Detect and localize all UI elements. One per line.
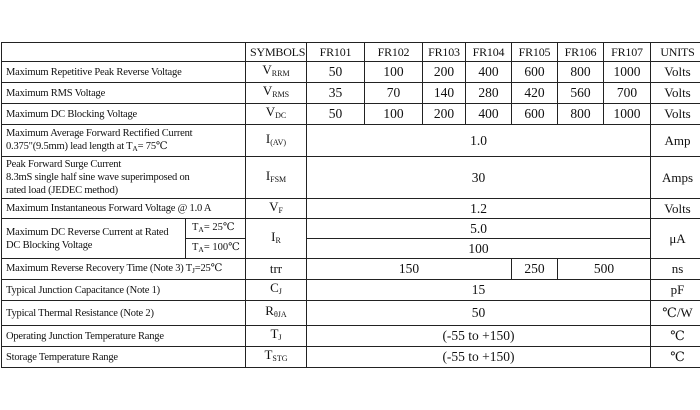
- symbol-cell: [246, 219, 307, 259]
- param-label: Maximum Repetitive Peak Reverse Voltage: [2, 62, 246, 83]
- value-fr101-fr104: 150: [307, 259, 512, 280]
- symbol-subscript: FSM: [270, 174, 287, 184]
- value-all-parts: 1.2: [307, 199, 651, 219]
- condition-value: = 25℃: [203, 221, 235, 233]
- table-row-vdc: [2, 104, 700, 125]
- unit-cell: ns: [651, 259, 700, 280]
- value-fr107: 1000: [604, 62, 651, 83]
- unit-cell: Volts: [651, 83, 700, 104]
- symbol-subscript: (AV): [270, 137, 287, 147]
- value-fr104: 400: [466, 104, 512, 125]
- value-25c: 5.0: [307, 219, 651, 239]
- table-row-cj: [2, 280, 700, 301]
- symbol-cell: [246, 326, 307, 347]
- value-all-parts: (-55 to +150): [307, 326, 651, 347]
- symbol-subscript: J: [278, 333, 282, 342]
- symbol-cell: [246, 199, 307, 219]
- condition-ta-100c: [186, 239, 246, 259]
- value-fr103: 200: [423, 62, 466, 83]
- header-part-fr106: FR106: [558, 43, 604, 62]
- param-line-3: rated load (JEDEC method): [6, 185, 118, 196]
- symbol-subscript: RRM: [271, 69, 290, 78]
- symbol-main: C: [270, 280, 279, 295]
- param-line-1: Maximum DC Reverse Current at Rated: [6, 226, 169, 238]
- value-fr105: 600: [512, 104, 558, 125]
- unit-cell: Amps: [651, 157, 700, 199]
- table-row-vrrm: [2, 62, 700, 83]
- param-label: Maximum DC Blocking Voltage: [2, 104, 246, 125]
- unit-cell: ℃: [651, 347, 700, 368]
- condition-symbol: T: [192, 221, 199, 233]
- value-fr101: 50: [307, 104, 365, 125]
- symbol-cell: [246, 83, 307, 104]
- symbol-subscript: R: [275, 235, 281, 245]
- value-fr105: 250: [512, 259, 558, 280]
- symbol-main: T: [264, 347, 273, 362]
- header-blank-cell: [2, 43, 246, 62]
- unit-cell: Amp: [651, 125, 700, 157]
- symbol-main: trr: [269, 261, 283, 276]
- value-fr101: 50: [307, 62, 365, 83]
- symbol-main: I: [265, 167, 271, 183]
- header-part-fr102: FR102: [365, 43, 423, 62]
- value-fr106-fr107: 500: [558, 259, 651, 280]
- symbol-main: V: [269, 198, 279, 214]
- symbol-subscript: RMS: [272, 90, 290, 99]
- value-fr104: 400: [466, 62, 512, 83]
- table-row-trr: [2, 259, 700, 280]
- symbol-subscript: DC: [275, 111, 287, 120]
- header-part-fr105: FR105: [512, 43, 558, 62]
- condition-value: = 100℃: [203, 241, 240, 253]
- symbol-cell: [246, 280, 307, 301]
- table-row-vf: [2, 199, 700, 219]
- symbol-subscript: F: [278, 205, 283, 215]
- value-fr107: 700: [604, 83, 651, 104]
- header-part-fr107: FR107: [604, 43, 651, 62]
- value-all-parts: 15: [307, 280, 651, 301]
- value-fr102: 70: [365, 83, 423, 104]
- header-part-fr101: FR101: [307, 43, 365, 62]
- param-label: Storage Temperature Range: [2, 347, 246, 368]
- symbol-cell: [246, 259, 307, 280]
- symbol-main: I: [265, 130, 271, 146]
- unit-cell: Volts: [651, 199, 700, 219]
- table-row-rthja: [2, 301, 700, 326]
- param-line-2: 8.3mS single half sine wave superimposed on: [6, 172, 190, 183]
- param-label: [2, 219, 186, 259]
- param-line-2-suffix: = 75℃: [137, 140, 168, 152]
- param-label: [2, 125, 246, 157]
- symbol-main: I: [271, 228, 276, 244]
- symbol-main: R: [265, 303, 274, 318]
- symbol-cell: [246, 104, 307, 125]
- condition-subscript: A: [198, 244, 204, 254]
- symbol-main: V: [262, 83, 273, 98]
- header-part-fr103: FR103: [423, 43, 466, 62]
- param-line-2-text: 0.375"(9.5mm) lead length at T: [6, 140, 133, 152]
- header-row: [2, 43, 700, 62]
- value-fr105: 600: [512, 62, 558, 83]
- unit-cell: ℃: [651, 326, 700, 347]
- symbol-subscript: J: [278, 287, 282, 296]
- table-row-iav: [2, 125, 700, 157]
- param-line-2: [6, 140, 241, 155]
- param-line-1: Peak Forward Surge Current: [6, 159, 122, 170]
- table-row-ifsm: [2, 157, 700, 199]
- value-fr101: 35: [307, 83, 365, 104]
- symbol-cell: [246, 301, 307, 326]
- value-fr107: 1000: [604, 104, 651, 125]
- param-label: [2, 157, 246, 199]
- table-row-tstg: [2, 347, 700, 368]
- param-label: Maximum Instantaneous Forward Voltage @ 1.0 A: [2, 199, 246, 219]
- param-label: Maximum RMS Voltage: [2, 83, 246, 104]
- symbol-main: V: [262, 62, 272, 77]
- value-all-parts: (-55 to +150): [307, 347, 651, 368]
- condition-subscript: A: [198, 224, 204, 234]
- specifications-table: [1, 42, 700, 368]
- param-label: Operating Junction Temperature Range: [2, 326, 246, 347]
- value-fr102: 100: [365, 62, 423, 83]
- value-100c: 100: [307, 239, 651, 259]
- param-line-1: Maximum Average Forward Rectified Current: [6, 127, 193, 139]
- condition-symbol: T: [192, 241, 199, 253]
- symbol-cell: [246, 62, 307, 83]
- param-text: Maximum Reverse Recovery Time (Note 3) T: [6, 262, 193, 274]
- condition-ta-25c: [186, 219, 246, 239]
- header-symbols: SYMBOLS: [246, 43, 307, 62]
- symbol-cell: [246, 347, 307, 368]
- unit-cell: pF: [651, 280, 700, 301]
- symbol-main: T: [270, 326, 279, 341]
- value-all-parts: 1.0: [307, 125, 651, 157]
- param-suffix: =25℃: [194, 262, 223, 274]
- unit-cell: Volts: [651, 104, 700, 125]
- value-fr103: 200: [423, 104, 466, 125]
- unit-cell: μA: [651, 219, 700, 259]
- param-line-2-subscript: A: [132, 143, 138, 153]
- value-fr103: 140: [423, 83, 466, 104]
- value-all-parts: 50: [307, 301, 651, 326]
- symbol-main: V: [265, 104, 276, 119]
- header-units: UNITS: [651, 43, 700, 62]
- header-part-fr104: FR104: [466, 43, 512, 62]
- param-label: Typical Junction Capacitance (Note 1): [2, 280, 246, 301]
- value-fr105: 420: [512, 83, 558, 104]
- symbol-cell: [246, 157, 307, 199]
- table-row-ir-25c: [2, 219, 700, 239]
- param-subscript: J: [192, 265, 195, 275]
- value-fr104: 280: [466, 83, 512, 104]
- param-label: [2, 259, 246, 280]
- param-line-2: DC Blocking Voltage: [6, 239, 93, 251]
- symbol-cell: [246, 125, 307, 157]
- table-row-tj: [2, 326, 700, 347]
- table-row-vrms: [2, 83, 700, 104]
- value-fr102: 100: [365, 104, 423, 125]
- value-fr106: 800: [558, 104, 604, 125]
- value-fr106: 560: [558, 83, 604, 104]
- symbol-subscript: STG: [272, 354, 288, 363]
- param-label: Typical Thermal Resistance (Note 2): [2, 301, 246, 326]
- symbol-subscript: θJA: [273, 310, 287, 319]
- unit-cell: ℃/W: [651, 301, 700, 326]
- value-all-parts: 30: [307, 157, 651, 199]
- value-fr106: 800: [558, 62, 604, 83]
- unit-cell: Volts: [651, 62, 700, 83]
